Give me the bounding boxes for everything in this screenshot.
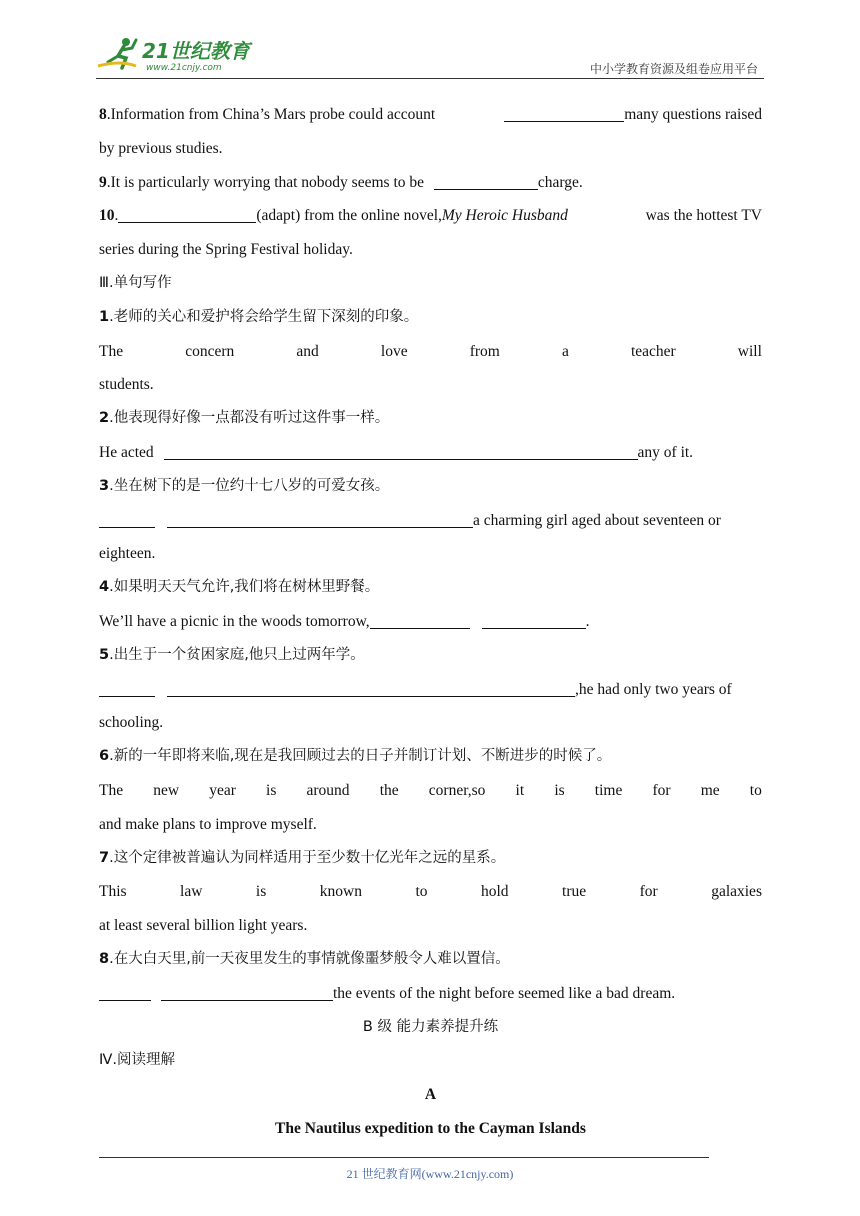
passage-title: The Nautilus expedition to the Cayman Islands bbox=[275, 1119, 586, 1137]
sentence-1-end: students. bbox=[99, 376, 154, 394]
question-10-line-1 bbox=[99, 199, 762, 233]
question-text: . bbox=[114, 207, 119, 225]
footer-divider bbox=[99, 1157, 709, 1158]
answer-blank[interactable] bbox=[99, 679, 155, 697]
sentence-7-chinese: 7.这个定律被普遍认为同样适用于至少数十亿光年之远的星系。 bbox=[99, 849, 506, 866]
sentence-3-chinese: 3.坐在树下的是一位约十七八岁的可爱女孩。 bbox=[99, 477, 390, 494]
sentence-5-chinese: 5.出生于一个贫困家庭,他只上过两年学。 bbox=[99, 646, 365, 663]
sentence-8-chinese: 8.在大白天里,前一天夜里发生的事情就像噩梦般令人难以置信。 bbox=[99, 950, 510, 967]
novel-title: My Heroic Husband bbox=[441, 207, 568, 225]
question-8-line-2: by previous studies. bbox=[99, 139, 223, 157]
answer-blank[interactable] bbox=[99, 983, 151, 1001]
sentence-1-english: The concern and love from a teacher will bbox=[99, 342, 762, 360]
sentence-7-english: This law is known to hold true for galaxies bbox=[99, 883, 762, 901]
sentence-4-english: We’ll have a picnic in the woods tomorrow, . bbox=[99, 605, 762, 639]
sentence-1-chinese: 1.老师的关心和爱护将会给学生留下深刻的印象。 bbox=[99, 308, 419, 325]
header-platform-text: 中小学教育资源及组卷应用平台 bbox=[589, 62, 758, 76]
question-text: charge. bbox=[537, 173, 583, 191]
answer-blank[interactable] bbox=[118, 205, 256, 223]
answer-blank[interactable] bbox=[482, 611, 586, 629]
question-number: 8 bbox=[99, 106, 107, 123]
answer-blank[interactable] bbox=[161, 983, 333, 1001]
sentence-2-chinese: 2.他表现得好像一点都没有听过这件事一样。 bbox=[99, 410, 390, 427]
answer-blank[interactable] bbox=[167, 679, 575, 697]
section-4-title: Ⅳ.阅读理解 bbox=[99, 1052, 175, 1069]
question-number: 9 bbox=[99, 173, 107, 191]
sentence-6-chinese: 6.新的一年即将来临,现在是我回顾过去的日子并制订计划、不断进步的时候了。 bbox=[99, 748, 612, 765]
answer-blank[interactable] bbox=[164, 442, 638, 460]
answer-blank[interactable] bbox=[504, 104, 624, 122]
answer-blank[interactable] bbox=[370, 611, 470, 629]
sentence-5-english: ,he had only two years of bbox=[99, 673, 762, 707]
sentence-4-chinese: 4.如果明天天气允许,我们将在树林里野餐。 bbox=[99, 579, 380, 596]
logo-sub-text: www.21cnjy.com bbox=[146, 63, 222, 73]
site-logo bbox=[96, 36, 266, 74]
sentence-7-end: at least several billion light years. bbox=[99, 917, 308, 935]
logo-main-text: 21世纪教育 bbox=[142, 39, 250, 63]
answer-blank[interactable] bbox=[99, 510, 155, 528]
sentence-3-english: a charming girl aged about seventeen or bbox=[99, 504, 762, 538]
question-text: .Information from China’s Mars probe could account bbox=[106, 106, 436, 123]
answer-blank[interactable] bbox=[434, 172, 538, 190]
question-text: was the hottest TV bbox=[645, 207, 762, 225]
passage-letter: A bbox=[424, 1086, 437, 1104]
question-8-line-1 bbox=[99, 98, 762, 132]
question-number: 10 bbox=[99, 207, 115, 225]
sentence-6-end: and make plans to improve myself. bbox=[99, 815, 317, 833]
sentence-3-end: eighteen. bbox=[99, 545, 156, 563]
level-b-title: B 级 能力素养提升练 bbox=[362, 1018, 499, 1035]
footer-text: 21 世纪教育网(www.21cnjy.com) bbox=[346, 1167, 514, 1181]
sentence-2-english: He acted any of it. bbox=[99, 436, 762, 470]
sentence-6-english: The new year is around the corner,so it is time for me to bbox=[99, 781, 762, 799]
page-header bbox=[96, 30, 764, 79]
question-text: (adapt) from the online novel, bbox=[256, 207, 442, 225]
answer-blank[interactable] bbox=[167, 510, 473, 528]
logo-runner-icon bbox=[96, 36, 266, 74]
sentence-8-english: the events of the night before seemed like a bad dream. bbox=[99, 977, 762, 1011]
section-3-title: Ⅲ.单句写作 bbox=[99, 274, 172, 291]
question-10-line-2: series during the Spring Festival holiday. bbox=[99, 241, 353, 259]
question-9 bbox=[99, 166, 762, 200]
sentence-5-end: schooling. bbox=[99, 714, 164, 732]
question-text: .It is particularly worrying that nobody seems to be bbox=[106, 173, 425, 191]
question-text: many questions raised bbox=[624, 106, 762, 123]
exercise-content bbox=[99, 98, 762, 1146]
